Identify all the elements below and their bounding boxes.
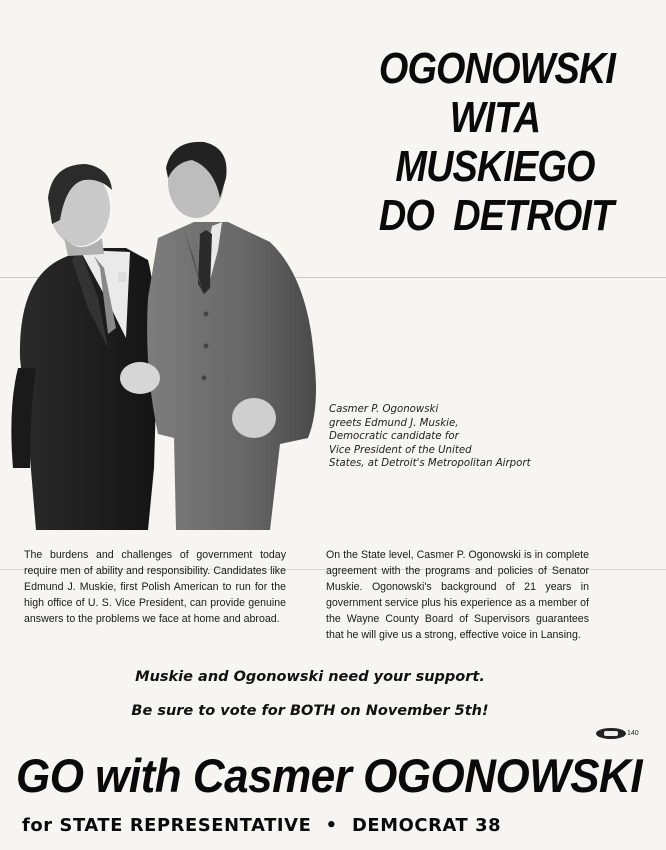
support-slogan: Muskie and Ogonowski need your support. <box>135 669 485 685</box>
body-column-right: On the State level, Casmer P. Ogonowski is in complete agreement with the programs and policies of Senator Muskie. Ogonowski's background of 21 years in government service plus his experience as a member of the Wayne County Board of Supervisors guarantees that he will give us a strong, effective voice in Lansing. <box>326 549 589 642</box>
caption-line-5: States, at Detroit's Metropolitan Airport <box>329 458 531 470</box>
union-label-number: 140 <box>627 730 639 737</box>
bullet-separator: • <box>325 816 338 836</box>
headline <box>378 44 616 240</box>
union-bug-icon <box>596 728 626 739</box>
headline-line-1: OGONOWSKI <box>378 44 616 93</box>
union-label <box>596 728 639 739</box>
headline-line-4: DO DETROIT <box>378 191 614 240</box>
office-line <box>22 815 666 837</box>
caption-line-2: greets Edmund J. Muskie, <box>329 417 459 429</box>
caption-line-4: Vice President of the United <box>329 444 472 456</box>
caption-line-3: Democratic candidate for <box>329 431 459 443</box>
handshake-photo <box>8 138 320 530</box>
vote-slogan: Be sure to vote for BOTH on November 5th! <box>131 703 489 719</box>
caption-line-1: Casmer P. Ogonowski <box>329 404 439 415</box>
office-text: for STATE REPRESENTATIVE <box>22 816 312 836</box>
party-ballot-text: DEMOCRAT 38 <box>351 816 502 836</box>
headline-line-3: MUSKIEGO <box>395 142 595 191</box>
photo-caption <box>329 403 569 471</box>
handshake-photo-illustration <box>8 138 320 530</box>
body-column-left: The burdens and challenges of government today require men of ability and responsibility. Candidates like Edmund J. Muskie, first Polish American to run for the high office of U. S. Vice President, can provide genuine answers to the problems we face at home and abroad. <box>24 549 286 626</box>
candidate-banner: GO with Casmer OGONOWSKI <box>16 749 643 802</box>
headline-line-2: WITA <box>449 93 541 142</box>
